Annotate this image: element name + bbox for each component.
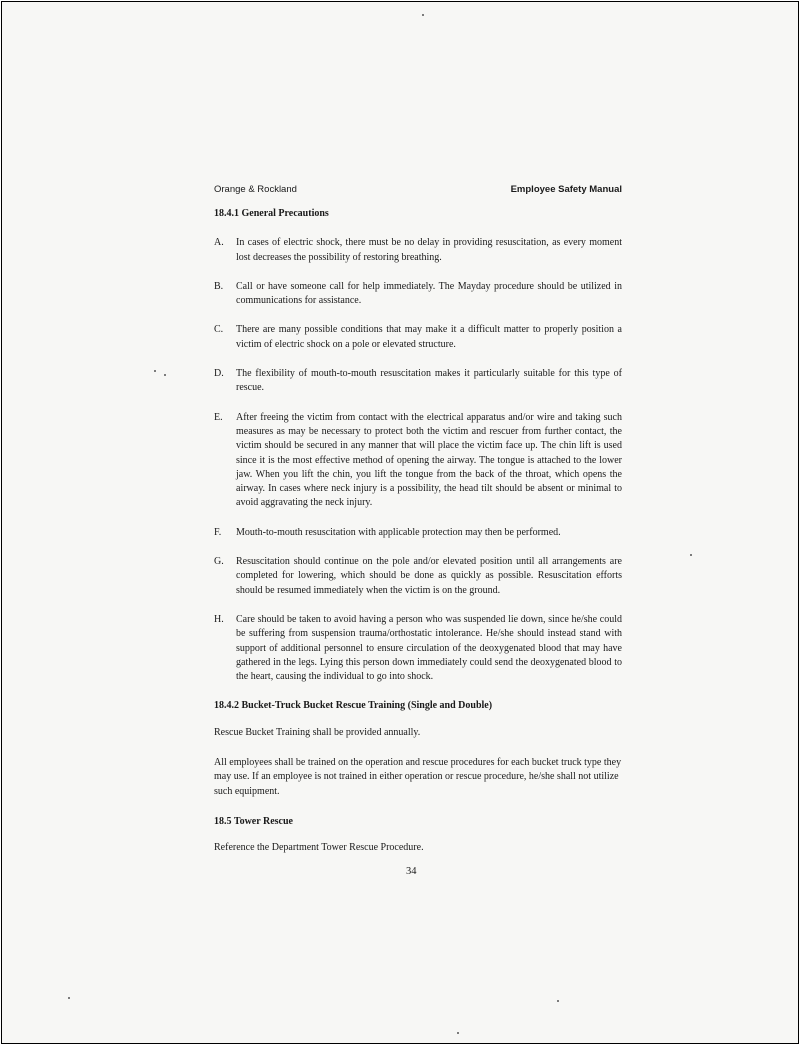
- item-letter: G.: [214, 556, 224, 568]
- item-text: Care should be taken to avoid having a person who was suspended lie down, since he/she could be suffering from suspension trauma/orthostatic intolerance. He/she should instead stand with support of additional personnel to ensure circulation of the deoxygenated blood that may have gathered in the legs. Lying this person down immediately could send the deoxygenated blood to the heart, causing the individual to go into shock.: [236, 613, 622, 683]
- item-text: Mouth-to-mouth resuscitation with applicable protection may then be performed.: [236, 526, 561, 538]
- scan-speck: [457, 1032, 459, 1034]
- section-heading-general-precautions: 18.4.1 General Precautions: [214, 208, 329, 219]
- scan-speck: [154, 370, 156, 372]
- section-heading-tower-rescue: 18.5 Tower Rescue: [214, 815, 293, 827]
- scan-speck: [164, 374, 166, 376]
- bucket-training-paragraph: Rescue Bucket Training shall be provided annually.: [214, 726, 421, 738]
- list-item: [214, 526, 622, 540]
- list-item: [214, 555, 622, 598]
- page-number: 34: [406, 866, 417, 877]
- item-text: Call or have someone call for help immediately. The Mayday procedure should be utilized in communications for assistance.: [236, 280, 622, 307]
- item-letter: E.: [214, 411, 223, 423]
- item-text: Resuscitation should continue on the pole and/or elevated position until all arrangements are completed for lowering, which should be done as quickly as possible. Resuscitation efforts should be resumed immediately when the victim is on the ground.: [236, 556, 622, 596]
- item-letter: B.: [214, 280, 224, 292]
- item-letter: A.: [214, 237, 224, 249]
- item-letter: C.: [214, 324, 224, 336]
- header-company: Orange & Rockland: [214, 184, 297, 195]
- scan-speck: [690, 554, 692, 556]
- list-item: [214, 323, 622, 352]
- list-item: [214, 236, 622, 265]
- list-item: [214, 367, 622, 396]
- scan-speck: [68, 997, 70, 999]
- scan-speck: [422, 14, 424, 16]
- item-letter: F.: [214, 526, 222, 538]
- document-content: [214, 207, 622, 872]
- item-letter: D.: [214, 368, 224, 380]
- item-text: After freeing the victim from contact with the electrical apparatus and/or wire and taking such measures as may be necessary to protect both the victim and rescuer from further contact, the victim should be secured in any manner that will place the victim face up. The chin lift is used since it is the most effective method of opening the airway. The tongue is attached to the lower jaw. When you lift the chin, you lift the tongue from the back of the throat, which opens the airway. In cases where neck injury is a possibility, the head tilt should be absent or minimal to avoid aggravating the neck injury.: [236, 411, 622, 509]
- item-text: The flexibility of mouth-to-mouth resuscitation makes it particularly suitable for this type of rescue.: [236, 368, 622, 394]
- section-heading-bucket-rescue: 18.4.2 Bucket-Truck Bucket Rescue Training (Single and Double): [214, 700, 493, 712]
- list-item: [214, 280, 622, 309]
- list-item: [214, 411, 622, 511]
- tower-rescue-paragraph: Reference the Department Tower Rescue Procedure.: [214, 842, 424, 854]
- document-page: [1, 1, 799, 1044]
- item-text: There are many possible conditions that may make it a difficult matter to properly position a victim of electric shock on a pole or elevated structure.: [236, 324, 622, 350]
- list-item: [214, 613, 622, 684]
- header-manual-title: Employee Safety Manual: [510, 184, 622, 195]
- item-text: In cases of electric shock, there must be no delay in providing resuscitation, as every moment lost decreases the possibility of restoring breathing.: [236, 237, 622, 263]
- precautions-list: [214, 236, 622, 684]
- bucket-employees-paragraph: All employees shall be trained on the operation and rescue procedures for each bucket truck type they may use. If an employee is not trained in either operation or rescue procedure, he/she shall not utilize such equipment.: [214, 757, 622, 797]
- item-letter: H.: [214, 613, 224, 625]
- scan-speck: [557, 1000, 559, 1002]
